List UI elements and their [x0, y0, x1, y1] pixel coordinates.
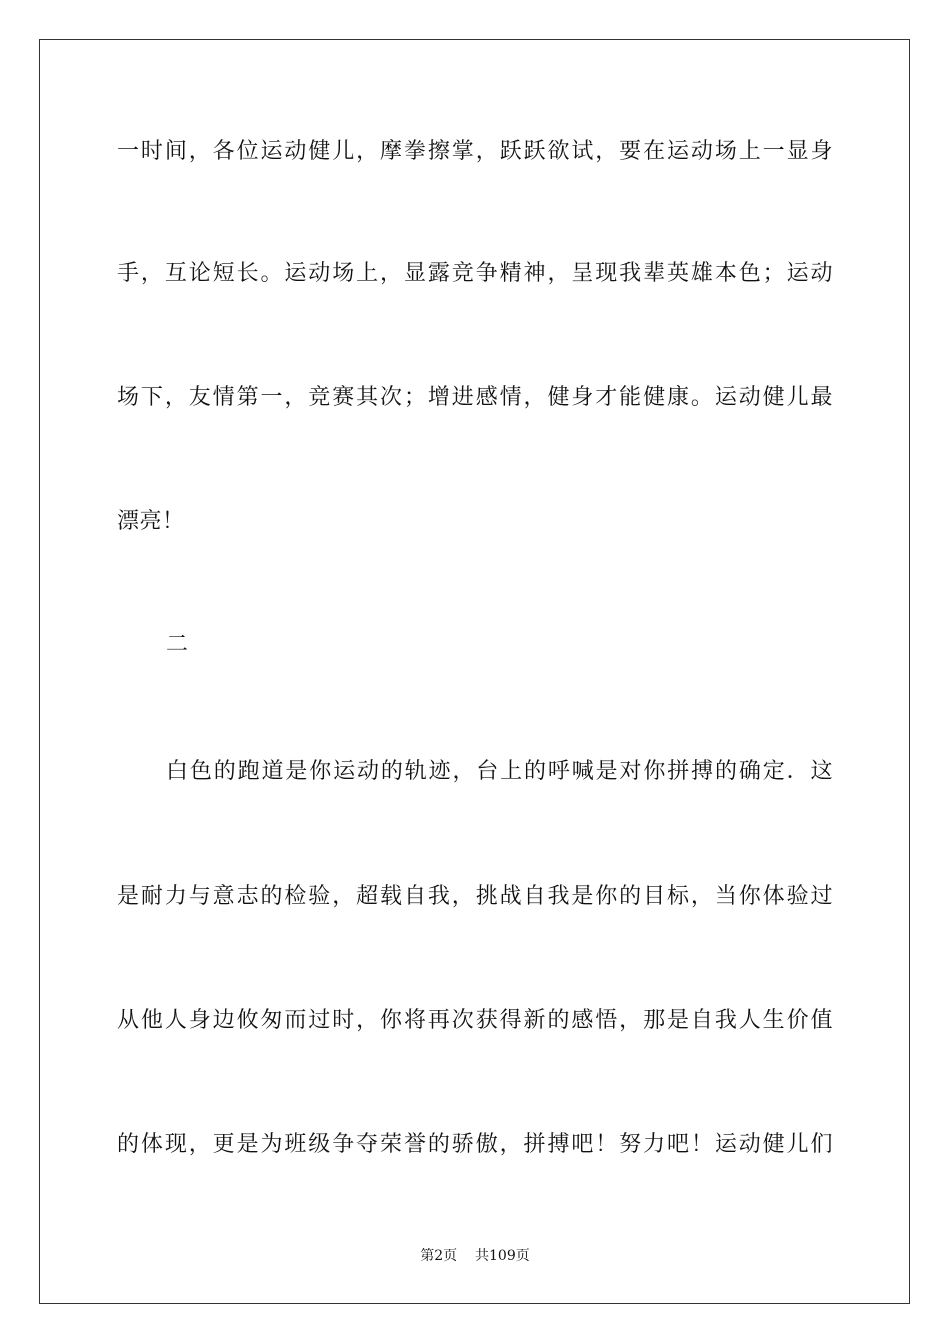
- page-total: 共109页: [475, 1248, 530, 1264]
- paragraph2-line-4: 的体现，更是为班级争夺荣誉的骄傲，拼搏吧！努力吧！运动健儿们: [117, 1132, 833, 1157]
- page-number: 第2页: [420, 1248, 458, 1264]
- page-frame: [39, 39, 910, 1304]
- body-line-1: 一时间，各位运动健儿，摩拳擦掌，跃跃欲试，要在运动场上一显身: [117, 139, 833, 164]
- paragraph2-line-2: 是耐力与意志的检验，超载自我，挑战自我是你的目标，当你体验过: [117, 884, 833, 909]
- body-line-2: 手，互论短长。运动场上，显露竞争精神，呈现我辈英雄本色；运动: [117, 261, 833, 286]
- paragraph2-line-1: 白色的跑道是你运动的轨迹，台上的呼喊是对你拼搏的确定．这: [166, 759, 833, 784]
- body-line-3: 场下，友情第一，竞赛其次；增进感情，健身才能健康。运动健儿最: [117, 385, 833, 410]
- paragraph2-line-3: 从他人身边攸匆而过时，你将再次获得新的感悟，那是自我人生价值: [117, 1008, 833, 1033]
- section-heading: 二: [166, 632, 189, 657]
- body-line-4: 漂亮！: [117, 509, 185, 534]
- page-footer: [0, 1246, 950, 1266]
